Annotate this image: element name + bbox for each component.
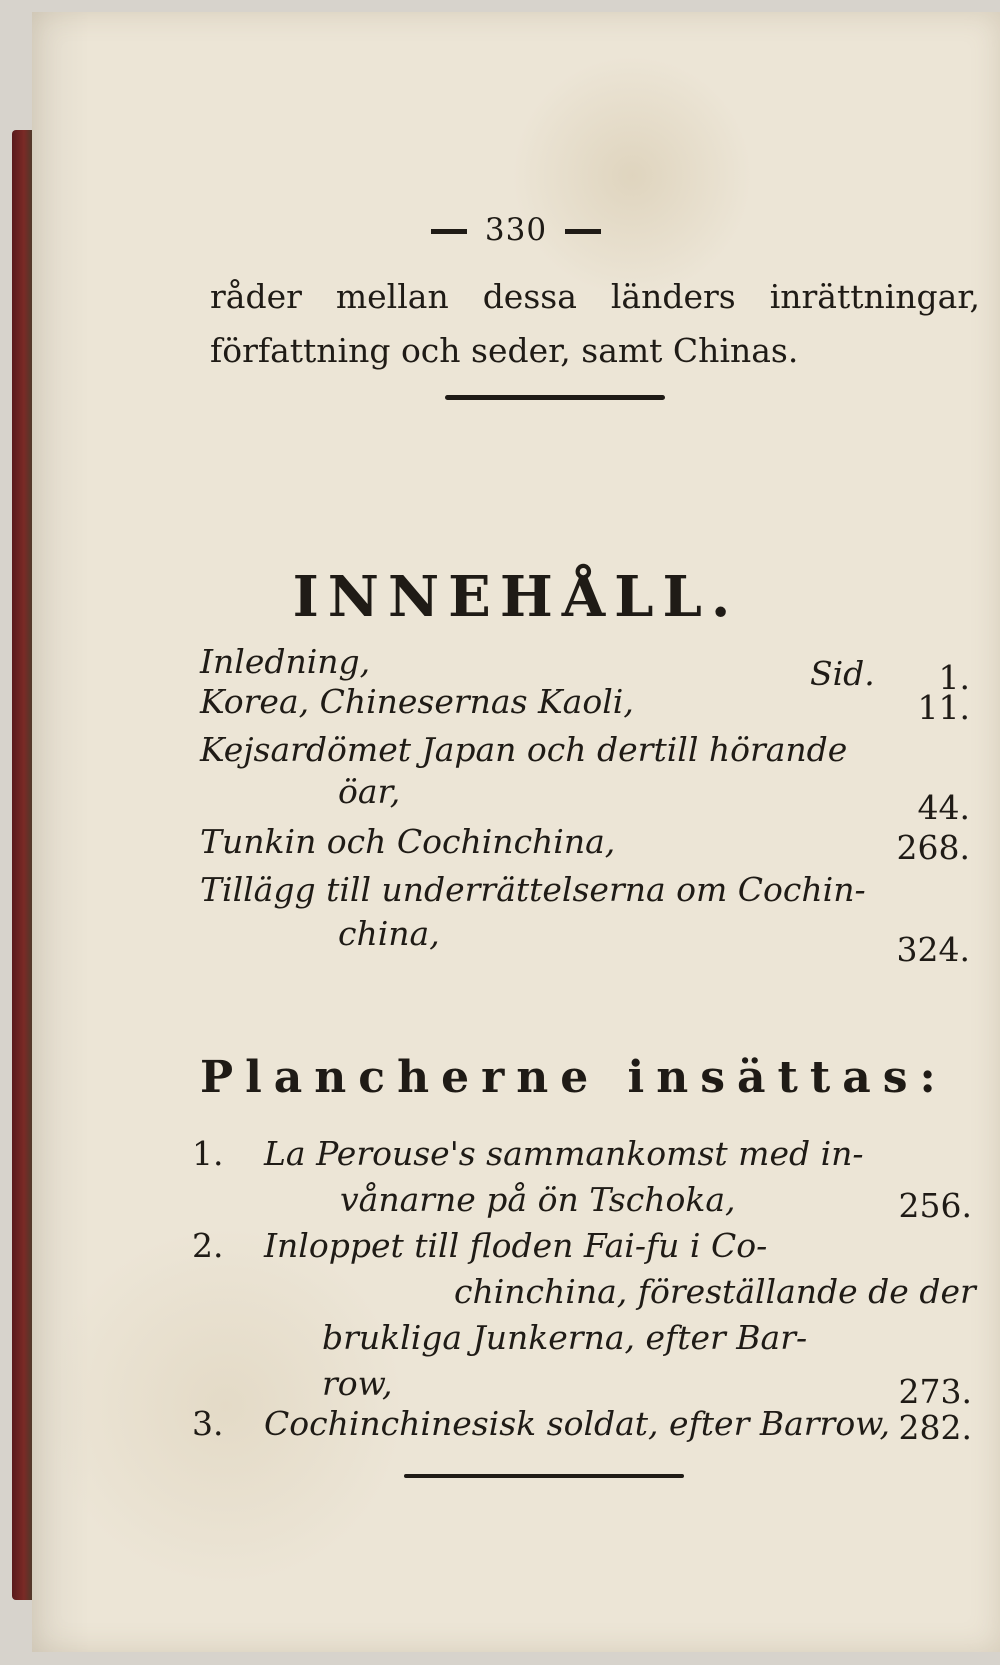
- toc-entry-title: Korea, Chinesernas Kaoli,: [200, 682, 634, 721]
- contents-title: INNEHÅLL.: [292, 564, 740, 630]
- toc-entry: [200, 682, 970, 732]
- toc-entry-title: Tillägg till underrättelserna om Cochin-: [200, 870, 866, 909]
- carryover-word: mellan: [335, 277, 449, 316]
- section-rule: [445, 395, 665, 400]
- plate-line: row,: [322, 1364, 393, 1403]
- plate-number: 1.: [192, 1134, 224, 1173]
- plate-entry: [192, 1226, 976, 1416]
- plates-heading: Plancherne insättas:: [200, 1052, 948, 1103]
- toc-entry-title: Tunkin och Cochinchina,: [200, 822, 616, 861]
- page-header: [32, 212, 1000, 248]
- toc-sid-label: Sid.: [810, 654, 875, 693]
- plate-line: Cochinchinesisk soldat, efter Barrow,: [264, 1404, 891, 1443]
- plate-entry: [192, 1404, 972, 1454]
- plate-line: vånarne på ön Tschoka,: [340, 1180, 736, 1219]
- toc-entry-title: Inledning,: [200, 642, 371, 681]
- toc-entry-page: 324.: [896, 930, 970, 969]
- toc-entry-title: china,: [338, 914, 440, 953]
- carryover-text: [210, 270, 980, 378]
- book-page: [32, 12, 1000, 1652]
- carryover-word: inrättningar,: [769, 277, 980, 316]
- plate-line: chinchina, föreställande de der: [454, 1272, 976, 1311]
- plate-line: La Perouse's sammankomst med in-: [264, 1134, 864, 1173]
- plate-page: 282.: [898, 1408, 972, 1447]
- plate-page: 256.: [898, 1186, 972, 1225]
- header-dash-right: [565, 229, 601, 234]
- toc-entry: [200, 772, 970, 827]
- toc-entry-page: 1.: [938, 658, 970, 697]
- toc-entry: [200, 870, 970, 920]
- carryover-word: råder: [210, 277, 302, 316]
- plate-line: Inloppet till floden Fai-fu i Co-: [264, 1226, 768, 1265]
- toc-entry-title: Kejsardömet Japan och dertill hörande: [200, 730, 848, 769]
- carryover-line-1: [210, 270, 980, 324]
- carryover-line-2: författning och seder, samt Chinas.: [210, 331, 799, 370]
- page-number: 330: [484, 212, 548, 248]
- toc-entry: [200, 914, 970, 969]
- toc-entry-title: öar,: [338, 772, 401, 811]
- plate-number: 2.: [192, 1226, 224, 1265]
- plate-page: 273.: [898, 1372, 972, 1411]
- toc-entry-page: 44.: [917, 788, 970, 827]
- closing-rule: [404, 1474, 684, 1478]
- toc-entry: [200, 822, 970, 872]
- plate-entry: [192, 1134, 972, 1234]
- header-dash-left: [431, 229, 467, 234]
- table-of-contents: [200, 642, 970, 972]
- plate-line: brukliga Junkerna, efter Bar-: [322, 1318, 808, 1357]
- plate-number: 3.: [192, 1404, 224, 1443]
- carryover-word: dessa: [482, 277, 577, 316]
- toc-entry-page: 11.: [917, 688, 970, 727]
- carryover-word: länders: [610, 277, 736, 316]
- toc-entry-page: 268.: [896, 828, 970, 867]
